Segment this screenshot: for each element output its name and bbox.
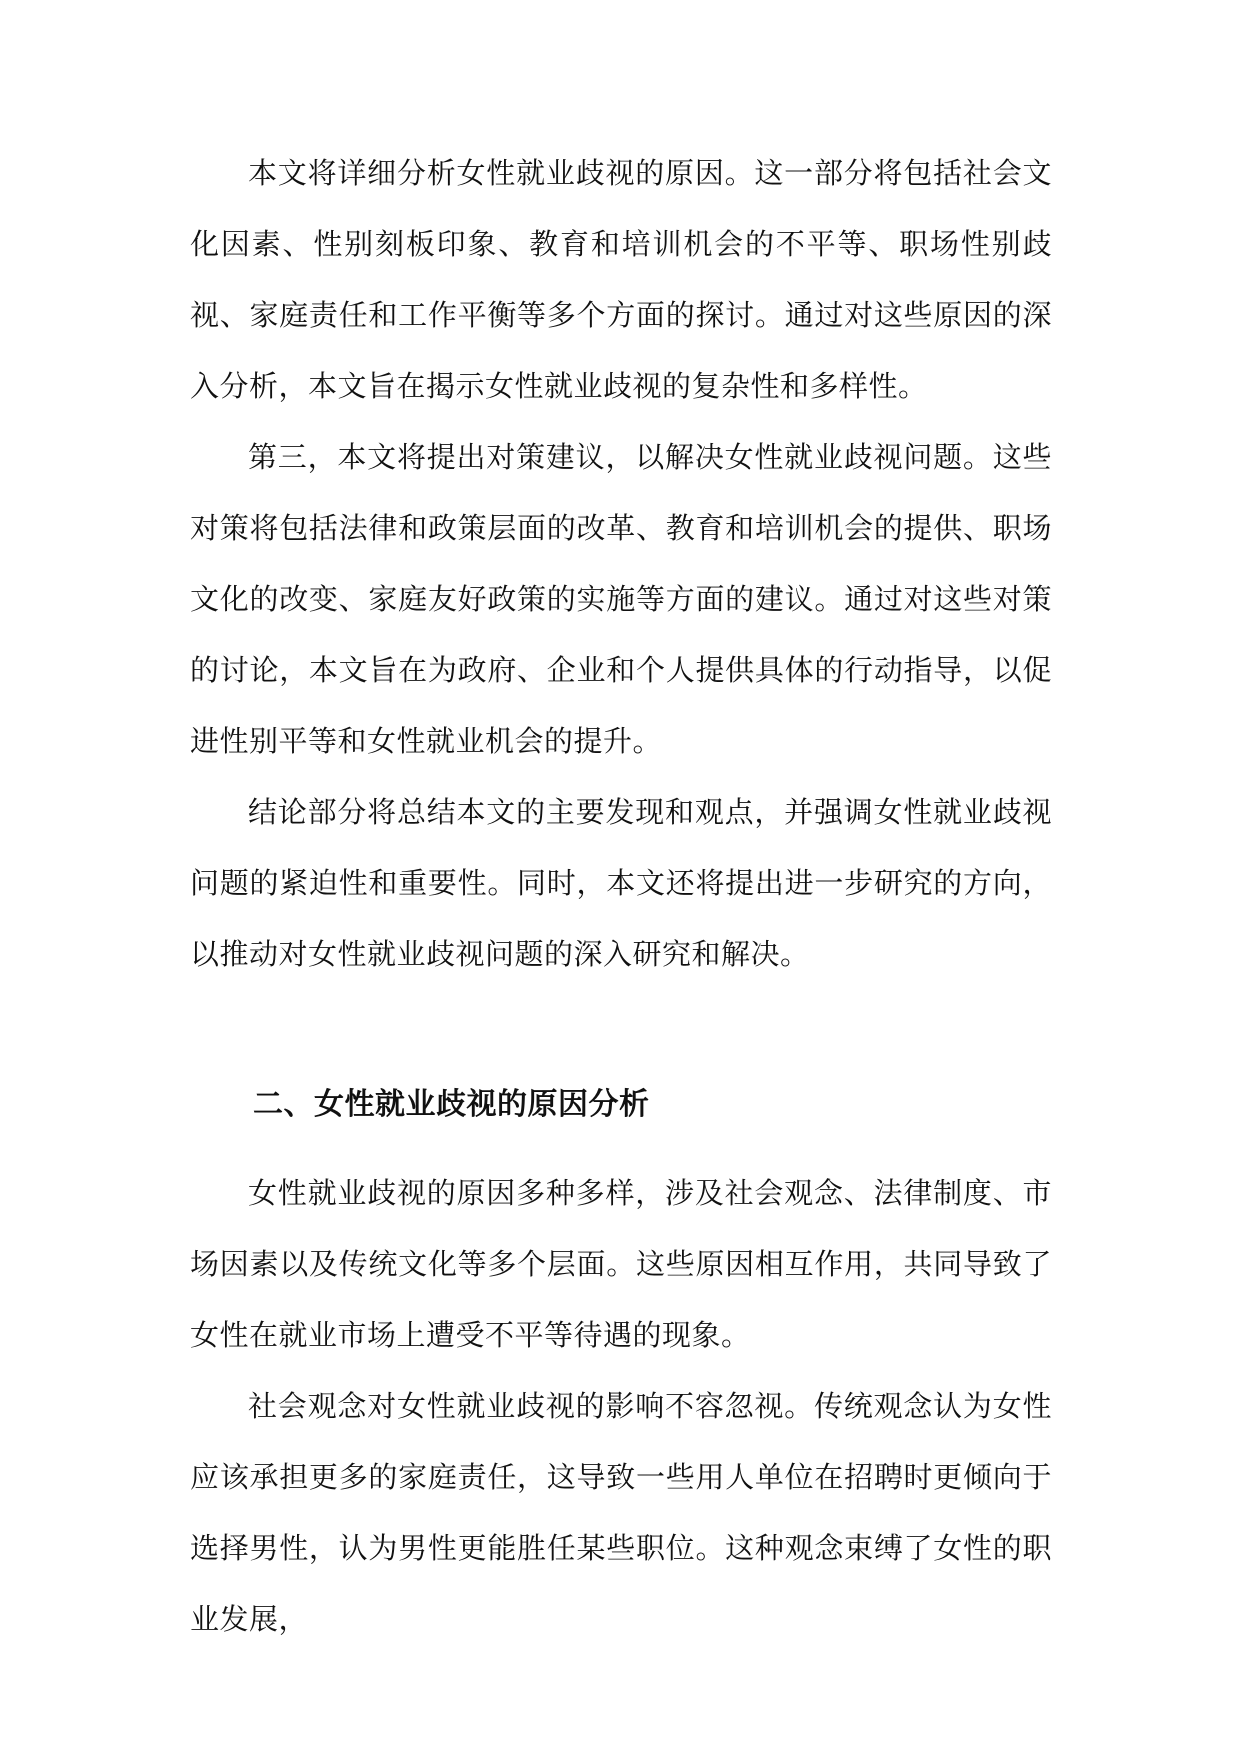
section-heading: 二、女性就业歧视的原因分析 bbox=[253, 1087, 650, 1122]
paragraph-countermeasures: 第三，本文将提出对策建议，以解决女性就业歧视问题。这些对策将包括法律和政策层面的改革、教育和培训机会的提供、职场文化的改变、家庭友好政策的实施等方面的建议。通过对这些对策的讨论，本文旨在为政府、企业和个人提供具体的行动指导，以促进性别平等和女性就业机会的提升。 bbox=[190, 440, 1052, 758]
paragraph-causes-analysis: 本文将详细分析女性就业歧视的原因。这一部分将包括社会文化因素、性别刻板印象、教育和培训机会的不平等、职场性别歧视、家庭责任和工作平衡等多个方面的探讨。通过对这些原因的深入分析，本文旨在揭示女性就业歧视的复杂性和多样性。 bbox=[190, 156, 1052, 403]
paragraph-causes-intro: 女性就业歧视的原因多种多样，涉及社会观念、法律制度、市场因素以及传统文化等多个层面。这些原因相互作用，共同导致了女性在就业市场上遭受不平等待遇的现象。 bbox=[190, 1176, 1052, 1352]
paragraph-conclusion-overview: 结论部分将总结本文的主要发现和观点，并强调女性就业歧视问题的紧迫性和重要性。同时，本文还将提出进一步研究的方向，以推动对女性就业歧视问题的深入研究和解决。 bbox=[190, 795, 1052, 971]
paragraph-social-concepts: 社会观念对女性就业歧视的影响不容忽视。传统观念认为女性应该承担更多的家庭责任，这导致一些用人单位在招聘时更倾向于选择男性，认为男性更能胜任某些职位。这种观念束缚了女性的职业发展， bbox=[190, 1389, 1052, 1636]
